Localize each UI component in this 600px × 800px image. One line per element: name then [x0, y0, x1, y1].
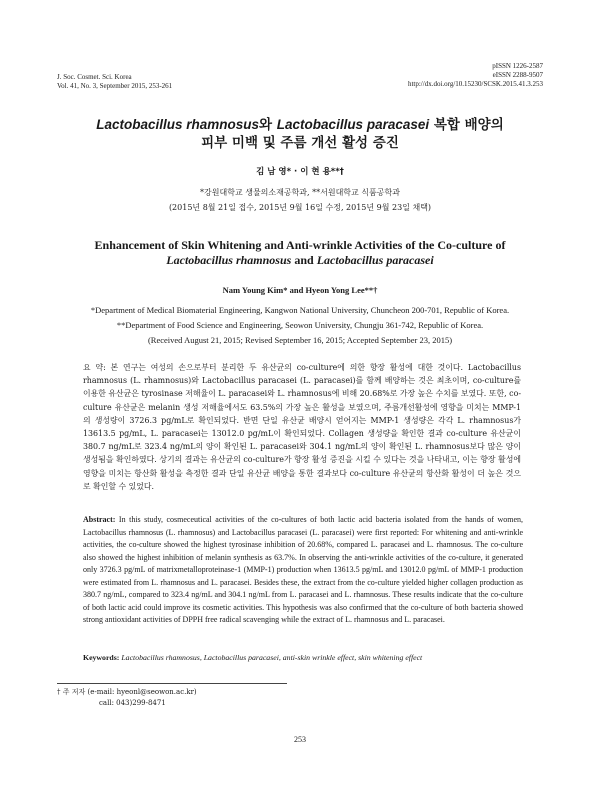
korean-abstract-label: 요 약	[83, 363, 104, 372]
keywords-label: Keywords:	[83, 653, 120, 662]
english-title-and: and	[291, 253, 317, 267]
korean-authors: 김 남 영* · 이 현 용**†	[256, 167, 344, 177]
doi-link[interactable]: http://dx.doi.org/10.15230/SCSK.2015.41.3.253	[407, 80, 543, 88]
corresponding-phone: call: 043)299-8471	[99, 699, 166, 707]
eissn: eISSN 2288-9507	[492, 71, 543, 79]
footnote	[57, 687, 197, 709]
korean-title-species1: Lactobacillus rhamnosus	[96, 117, 260, 132]
journal-header-left	[57, 73, 172, 91]
korean-abstract-text: : 본 연구는 여성의 손으로부터 분리한 두 유산균의 co-culture에 의한 향장 활성에 대한 것이다. Lactobacillus rhamnosus (L. rhamnosus)와 Lactobacillus paracasei (L. paracasei)를 함께 배양하는 것은 최초이며, co-culture를 이용한 유산균은 tyrosinase 저해율이 L. paracasei와 L. rhamnosus에 비해 20.68%로 가장 높은 수치를 보였다. 또한, co-culture 유산균은 melanin 생성 저해율에서도 63.5%의 가장 높은 활성을 보였으며, 주름개선활성에 영향을 미치는 MMP-1의 생성량이 3726.3 pg/mL로 확인되었다. 반면 단일 유산균 배양시 얻어지는 MMP-1 생성량은 각각 L. rhamnosus가 13613.5 pg/mL, L. paracasei는 13012.0 pg/mL이 확인되었다. Collagen 생성량을 확인한 결과 co-culture 유산균이 380.7 ng/mL로 323.4 ng/mL의 양이 확인된 L. paracasei와 304.1 ng/mL의 양이 확인된 L. rhamnosus보다 많은 양이 생성됨을 확인하였다. 상기의 결과는 유산균의 co-culture가 향장 활성 증진을 시킬 수 있다는 것을 나타내고, 이는 향장 활성에 영향을 미치는 항산화 활성을 측정한 결과 단일 유산균 배양을 통한 결과보다 co-culture 유산균의 항산화 활성이 더 높은 것으로 확인할 수 있었다.	[83, 363, 521, 491]
pissn: pISSN 1226-2587	[492, 62, 543, 70]
english-title-species2: Lactobacillus paracasei	[316, 253, 434, 267]
english-dates: (Received August 21, 2015; Revised September 16, 2015; Accepted September 23, 2015)	[147, 335, 453, 345]
journal-header-right	[408, 62, 543, 89]
korean-title-line2: 피부 미백 및 주름 개선 활성 증진	[201, 135, 399, 151]
english-title-species1: Lactobacillus rhamnosus	[166, 253, 292, 267]
english-abstract	[83, 514, 523, 627]
page-number: 253	[294, 735, 306, 744]
korean-dates: (2015년 8월 21일 접수, 2015년 9월 16일 수정, 2015년 9월 23일 채택)	[168, 203, 432, 212]
korean-affiliation: *강원대학교 생물의소재공학과, **서원대학교 식품공학과	[200, 188, 400, 197]
corresponding-author: † 주 저자 (e-mail: hyeonl@seowon.ac.kr)	[57, 688, 197, 696]
keywords-text: Lactobacillus rhamnosus, Lactobacillus paracasei, anti-skin wrinkle effect, skin whitening effect	[119, 653, 423, 662]
korean-title-line1	[0, 113, 600, 133]
abstract-label: Abstract:	[83, 515, 116, 524]
korean-title-conjunction: 와	[259, 117, 277, 133]
keywords	[83, 653, 523, 662]
journal-name: J. Soc. Cosmet. Sci. Korea	[57, 73, 132, 81]
korean-title-species2: Lactobacillus paracasei	[276, 117, 430, 132]
english-title-line1: Enhancement of Skin Whitening and Anti-wrinkle Activities of the Co-culture of	[94, 238, 506, 252]
english-affiliation-2: **Department of Food Science and Engineering, Seowon University, Chungju 361-742, Republic of Korea.	[116, 320, 484, 330]
english-affiliation-1: *Department of Medical Biomaterial Engineering, Kangwon National University, Chuncheon 200-701, Republic of Korea.	[90, 305, 510, 315]
korean-abstract	[83, 361, 521, 493]
english-title-line2	[0, 253, 600, 268]
korean-title-end: 복합 배양의	[429, 117, 504, 133]
abstract-text: In this study, cosmeceutical activities of the co-cultures of both lactic acid bacteria isolated from the hands of women, Lactobacillus rhamnosus (L. rhamnosus) and Lactobacillus paracasei (L. paracasei) were first reported: For whitening and anti-wrinkle activities, the co-culture showed the highest tyrosinase inhibition of 20.68%, compared L. paracasei and L. rhamnosus. The co-culture also showed the highest inhibition of melanin synthesis as 63.7%. In observing the anti-wrinkle activities of the co-culture, it generated only 3726.3 pg/mL of matrixmetalloproteinase-1 (MMP-1) production when 13613.5 pg/mL and 13012.0 pg/mL of MMP-1 production were estimated from L. rhamnosus and L. paracasei. Besides these, the extract from the co-culture yielded higher collagen production as 380.7 ng/mL, compared to 323.4 ng/mL and 304.1 ng/mL from L. paracasei and L. rhamnosus. These results indicate that the co-culture of both lactic acid could improve its cosmetic activities. This hypothesis was also confirmed that the co-culture of both bacteria showed strong antioxidant activities of DPPH free radical scavenging while the extract of L. rhamnosus and L. paracasei.	[83, 515, 523, 624]
footnote-divider	[57, 683, 287, 684]
journal-volume: Vol. 41, No. 3, September 2015, 253-261	[57, 82, 173, 90]
english-authors: Nam Young Kim* and Hyeon Yong Lee**†	[222, 285, 378, 295]
